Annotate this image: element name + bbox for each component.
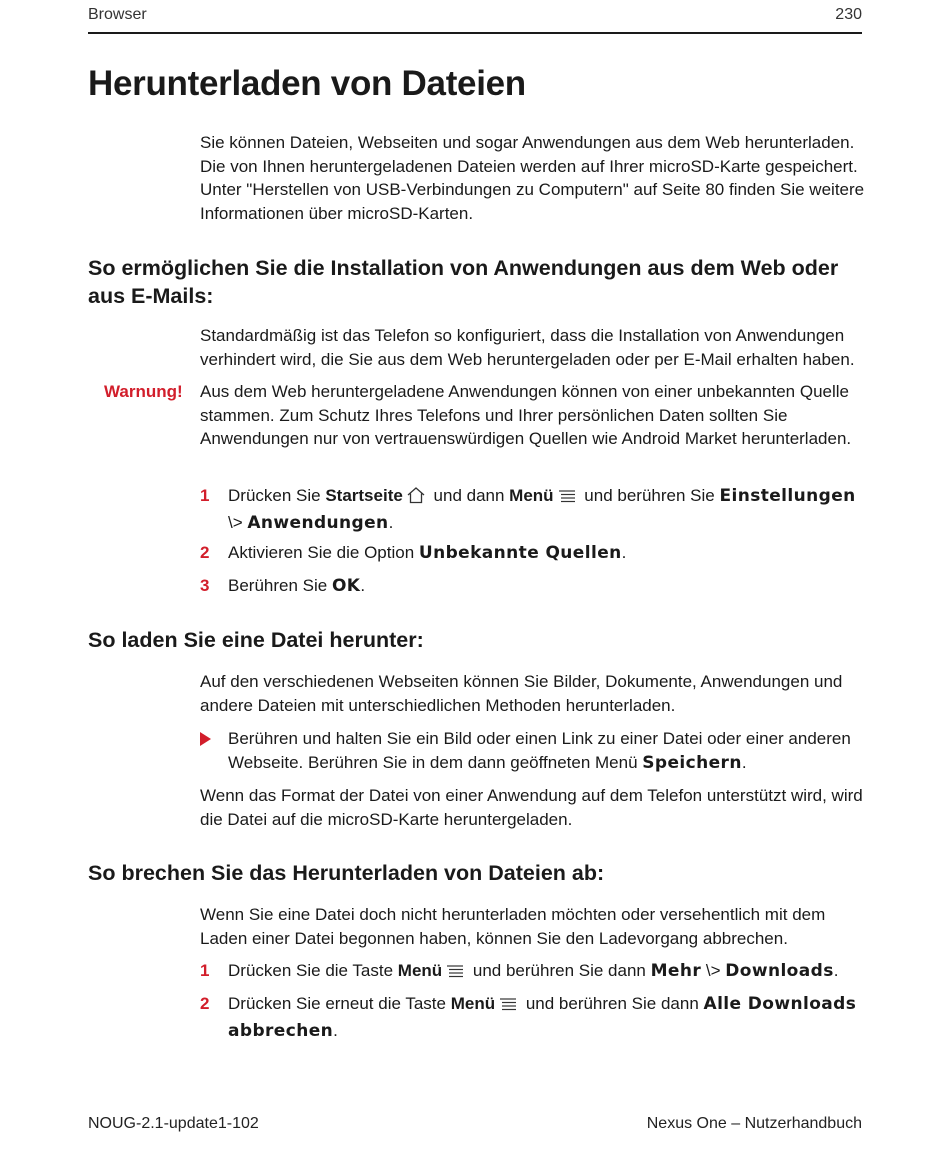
cancel-paragraph: Wenn Sie eine Datei doch nicht herunterladen möchten oder versehentlich mit dem Laden einer Datei begonnen haben, können Sie den Ladevorgang abbrechen. bbox=[200, 905, 826, 948]
page-title: Herunterladen von Dateien bbox=[88, 64, 526, 103]
step-number: 2 bbox=[200, 994, 210, 1013]
menu-icon bbox=[557, 487, 577, 511]
manual-title: Nexus One – Nutzerhandbuch bbox=[646, 1115, 862, 1132]
page-number: 230 bbox=[835, 6, 862, 23]
step-number: 1 bbox=[200, 486, 210, 505]
bullet-arrow-icon bbox=[200, 732, 211, 746]
intro-paragraph: Sie können Dateien, Webseiten und sogar Anwendungen aus dem Web herunterladen. Die von Ihnen heruntergeladenen Dateien werden auf Ihrer microSD-Karte gespeichert. Unter "Herstellen von USB-Verbindungen zu Computern" auf Seite 80 finden Sie weitere Informationen über microSD-Karten. bbox=[200, 133, 865, 223]
step-text: Drücken Sie Startseite und dann Menü und berühren Sie Einstellungen \> Anwendungen. bbox=[228, 486, 856, 533]
document-id: NOUG-2.1-update1-102 bbox=[88, 1115, 259, 1132]
step-text: Drücken Sie die Taste Menü und berühren Sie dann Mehr \> Downloads. bbox=[228, 959, 868, 986]
section-heading-install: So ermöglichen Sie die Installation von Anwendungen aus dem Web oder aus E-Mails: bbox=[88, 256, 839, 308]
step-text: Aktivieren Sie die Option Unbekannte Quellen. bbox=[228, 543, 627, 563]
section-name: Browser bbox=[88, 6, 147, 23]
home-icon bbox=[406, 486, 426, 511]
download-paragraph: Auf den verschiedenen Webseiten können Sie Bilder, Dokumente, Anwendungen und andere Dateien mit unterschiedlichen Methoden herunterladen. bbox=[200, 672, 843, 715]
step-text: Drücken Sie erneut die Taste Menü und berühren Sie dann Alle Downloads abbrechen. bbox=[228, 994, 857, 1041]
step-number: 1 bbox=[200, 961, 210, 980]
install-paragraph: Standardmäßig ist das Telefon so konfiguriert, dass die Installation von Anwendungen verhindert wird, die Sie aus dem Web heruntergeladen oder per E-Mail erhalten haben. bbox=[200, 326, 855, 369]
bullet-text: Berühren und halten Sie ein Bild oder einen Link zu einer Datei oder einer anderen Webseite. Berühren Sie in dem dann geöffneten Menü Speichern. bbox=[228, 729, 851, 773]
running-header bbox=[88, 6, 862, 34]
warning-text: Aus dem Web heruntergeladene Anwendungen können von einer unbekannten Quelle stammen. Zum Schutz Ihres Telefons und Ihrer persönlichen Daten sollten Sie Anwendungen nur von vertrauenswürdigen Quellen wie Android Market herunterladen. bbox=[200, 382, 852, 448]
section-heading-download: So laden Sie eine Datei herunter: bbox=[88, 628, 424, 652]
menu-icon bbox=[445, 962, 465, 986]
menu-icon bbox=[498, 995, 518, 1019]
step-number: 2 bbox=[200, 543, 210, 562]
section-heading-cancel: So brechen Sie das Herunterladen von Dateien ab: bbox=[88, 861, 605, 885]
download-paragraph-2: Wenn das Format der Datei von einer Anwendung auf dem Telefon unterstützt wird, wird die Datei auf die microSD-Karte heruntergeladen. bbox=[200, 786, 863, 829]
warning-label: Warnung! bbox=[104, 382, 183, 401]
step-text: Berühren Sie OK. bbox=[228, 576, 366, 596]
step-number: 3 bbox=[200, 576, 210, 595]
